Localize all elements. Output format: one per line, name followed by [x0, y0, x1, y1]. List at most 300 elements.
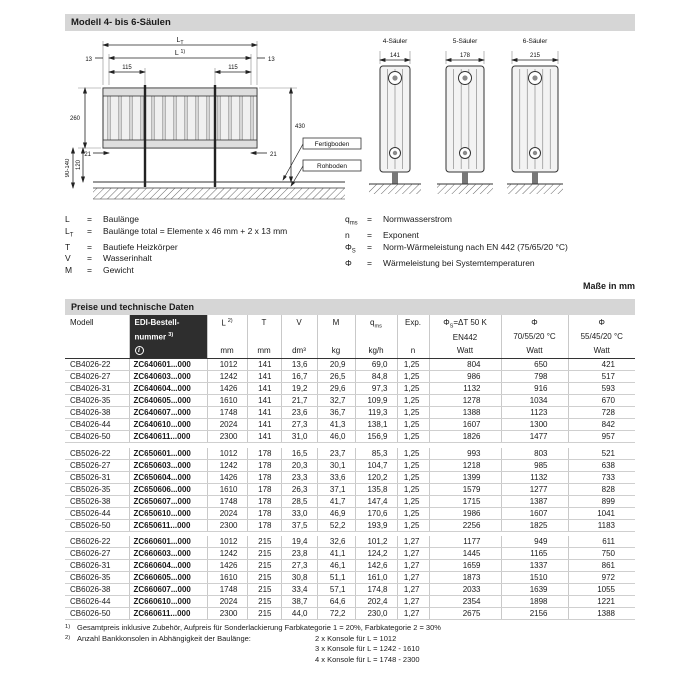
column-header-v: [281, 315, 317, 359]
cell-m: 52,2: [317, 519, 355, 531]
cell-v: 27,3: [281, 560, 317, 572]
cell-v: 26,3: [281, 483, 317, 495]
column-header-edi: [129, 315, 207, 359]
cell-t: 215: [247, 536, 281, 548]
cell-phis: 1986: [429, 507, 501, 519]
cell-exp: 1,25: [397, 495, 429, 507]
section-4-width-dim: 141: [389, 53, 401, 59]
cell-m: 33,6: [317, 471, 355, 483]
legend-row: [65, 265, 345, 277]
cell-m: 30,1: [317, 459, 355, 471]
cell-t: 178: [247, 495, 281, 507]
cell-m: 36,7: [317, 407, 355, 419]
column-header-phis: [429, 315, 501, 359]
section-6-label: 6-Säuler: [522, 38, 548, 45]
cell-phi70: 1123: [501, 407, 568, 419]
column-header-qms: [355, 315, 397, 359]
cell-v: 27,3: [281, 419, 317, 431]
cell-exp: 1,25: [397, 507, 429, 519]
units-note: Maße in mm: [582, 281, 635, 292]
cell-phi55: 957: [568, 431, 635, 443]
dim-lt-label: $L_T$: [176, 37, 184, 46]
cell-edi: ZC650604...000: [129, 471, 207, 483]
cell-exp: 1,25: [397, 471, 429, 483]
dim-430-label: 430: [295, 124, 306, 130]
cell-exp: 1,25: [397, 407, 429, 419]
cell-t: 141: [247, 431, 281, 443]
cell-l: 2300: [207, 608, 247, 620]
legend-symbol: T: [65, 241, 71, 252]
cell-edi: ZC650603...000: [129, 459, 207, 471]
cell-qms: 119,3: [355, 407, 397, 419]
cell-phi70: 1825: [501, 519, 568, 531]
technical-drawing: [65, 36, 635, 208]
cell-qms: 147,4: [355, 495, 397, 507]
cell-m: 41,1: [317, 548, 355, 560]
cell-t: 215: [247, 548, 281, 560]
cell-qms: 69,0: [355, 359, 397, 371]
cell-v: 28,5: [281, 495, 317, 507]
table-row: [65, 483, 635, 495]
cell-phi70: 1337: [501, 560, 568, 572]
cell-m: 64,6: [317, 596, 355, 608]
cell-qms: 156,9: [355, 431, 397, 443]
column-header-line: 70/55/20 °C: [513, 332, 556, 342]
cell-qms: 193,9: [355, 519, 397, 531]
column-header-m: [317, 315, 355, 359]
cell-phis: 2256: [429, 519, 501, 531]
column-header-line: kg: [331, 346, 341, 356]
cell-m: 46,1: [317, 560, 355, 572]
legend-row: [65, 214, 345, 226]
legend-desc: Wasserinhalt: [103, 253, 152, 264]
cell-phis: 1388: [429, 407, 501, 419]
dim-13-left-label: 13: [85, 57, 92, 63]
table-row: [65, 419, 635, 431]
cell-phi55: 899: [568, 495, 635, 507]
legend-desc: Exponent: [383, 230, 419, 241]
legend-row: [345, 258, 635, 270]
cell-edi: ZC650606...000: [129, 483, 207, 495]
rohboden-label: Rohboden: [317, 163, 347, 170]
cell-v: 16,7: [281, 371, 317, 383]
cell-phi55: 1388: [568, 608, 635, 620]
cell-v: 13,6: [281, 359, 317, 371]
cell-modell: CB4026-50: [65, 431, 129, 443]
column-header-l: [207, 315, 247, 359]
column-header-line: $q_{ms}$: [370, 318, 382, 330]
fn1-marker: 1): [65, 624, 71, 631]
cell-phis: 1579: [429, 483, 501, 495]
cell-t: 215: [247, 572, 281, 584]
column-header-line: mm: [220, 346, 234, 356]
cell-exp: 1,25: [397, 459, 429, 471]
cell-t: 141: [247, 419, 281, 431]
cell-t: 141: [247, 383, 281, 395]
cell-qms: 101,2: [355, 536, 397, 548]
table-row: [65, 548, 635, 560]
cell-m: 46,0: [317, 431, 355, 443]
dim-115-left-label: 115: [122, 65, 132, 71]
table-row: [65, 495, 635, 507]
cell-m: 32,7: [317, 395, 355, 407]
cell-v: 23,8: [281, 548, 317, 560]
cell-modell: CB5026-22: [65, 448, 129, 460]
cell-edi: ZC640607...000: [129, 407, 207, 419]
cell-exp: 1,27: [397, 608, 429, 620]
cell-phi55: 421: [568, 359, 635, 371]
cell-qms: 104,7: [355, 459, 397, 471]
cell-t: 178: [247, 483, 281, 495]
fn2-item: 4 x Konsole für L = 1748 - 2300: [315, 654, 420, 664]
cell-exp: 1,25: [397, 448, 429, 460]
floor-labels: [283, 138, 361, 186]
cell-l: 1426: [207, 560, 247, 572]
legend-symbol: V: [65, 253, 71, 264]
cell-phi70: 1034: [501, 395, 568, 407]
cell-phi55: 842: [568, 419, 635, 431]
legend-right: [345, 214, 635, 276]
page-title: Modell 4- bis 6-Säulen: [71, 17, 171, 28]
cell-t: 215: [247, 584, 281, 596]
cell-phi70: 1165: [501, 548, 568, 560]
cell-modell: CB5026-35: [65, 483, 129, 495]
fn2-items: [315, 634, 635, 666]
cell-edi: ZC650610...000: [129, 507, 207, 519]
legend-desc: Baulänge total = Elemente x 46 mm + 2 x 13 mm: [103, 225, 288, 236]
column-header-line: L $^{2)}$: [221, 318, 233, 328]
cell-phis: 986: [429, 371, 501, 383]
table-row: [65, 383, 635, 395]
column-header-line: Φ: [531, 318, 538, 328]
cell-v: 38,7: [281, 596, 317, 608]
legend-equals: =: [87, 225, 92, 236]
cell-phi70: 1607: [501, 507, 568, 519]
cell-phi70: 1510: [501, 572, 568, 584]
legend-symbol: Φ: [345, 257, 352, 268]
cell-m: 46,9: [317, 507, 355, 519]
cell-modell: CB6026-35: [65, 572, 129, 584]
legend-equals: =: [367, 257, 372, 268]
fn2-item: 3 x Konsole für L = 1242 - 1610: [315, 644, 420, 654]
footnote-2: [65, 634, 635, 666]
cell-phi70: 1477: [501, 431, 568, 443]
cell-m: 57,1: [317, 584, 355, 596]
fn2-text: Anzahl Bankkonsolen in Abhängigkeit der Baulänge:: [77, 633, 251, 643]
cell-t: 178: [247, 507, 281, 519]
cell-modell: CB6026-50: [65, 608, 129, 620]
cell-edi: ZC660604...000: [129, 560, 207, 572]
legend-left: [65, 214, 345, 276]
table-row: [65, 519, 635, 531]
radiator-front: [103, 88, 257, 148]
cell-phi55: 517: [568, 371, 635, 383]
cell-phis: 1445: [429, 548, 501, 560]
cell-l: 1426: [207, 471, 247, 483]
cell-modell: CB5026-27: [65, 459, 129, 471]
cell-phi55: 593: [568, 383, 635, 395]
column-header-line: n: [410, 346, 416, 356]
cell-phi70: 803: [501, 448, 568, 460]
cell-t: 178: [247, 448, 281, 460]
cell-phi70: 1639: [501, 584, 568, 596]
cell-phis: 1826: [429, 431, 501, 443]
legend-desc: Norm-Wärmeleistung nach EN 442 (75/65/20 °C): [383, 241, 568, 252]
cell-t: 141: [247, 359, 281, 371]
data-table: [65, 315, 635, 620]
cell-l: 1748: [207, 407, 247, 419]
dim-90-140-label: 90-140: [65, 158, 71, 178]
cell-m: 29,6: [317, 383, 355, 395]
legend-row: [345, 230, 635, 242]
cell-m: 37,1: [317, 483, 355, 495]
cell-phi70: 1277: [501, 483, 568, 495]
cell-modell: CB5026-50: [65, 519, 129, 531]
cell-phi55: 1221: [568, 596, 635, 608]
legend-equals: =: [87, 253, 92, 264]
cell-phi55: 750: [568, 548, 635, 560]
legend-symbol: M: [65, 264, 73, 275]
cell-qms: 85,3: [355, 448, 397, 460]
dim-260-label: 260: [69, 116, 81, 122]
cell-edi: ZC650601...000: [129, 448, 207, 460]
table-row: [65, 572, 635, 584]
cell-qms: 138,1: [355, 419, 397, 431]
cell-phi55: 828: [568, 483, 635, 495]
cell-phis: 1177: [429, 536, 501, 548]
cell-edi: ZC660611...000: [129, 608, 207, 620]
cell-l: 1012: [207, 448, 247, 460]
column-header-line: 55/45/20 °C: [580, 332, 623, 342]
cell-phi70: 2156: [501, 608, 568, 620]
cell-phi55: 1041: [568, 507, 635, 519]
column-header-line: Exp.: [404, 318, 421, 328]
cell-m: 41,3: [317, 419, 355, 431]
table-row: [65, 459, 635, 471]
fn1-text: Gesamtpreis inklusive Zubehör, Aufpreis für Sonderlackierung Farbkategorie 1 = 20%, Farbkategorie 2 = 30%: [77, 623, 441, 633]
cell-phis: 1607: [429, 419, 501, 431]
cell-m: 32,6: [317, 536, 355, 548]
cell-edi: ZC640610...000: [129, 419, 207, 431]
legend-desc: Normwasserstrom: [383, 214, 452, 224]
cell-edi: ZC660607...000: [129, 584, 207, 596]
section-5-width-dim: 178: [459, 53, 471, 59]
table-row: [65, 371, 635, 383]
legend-equals: =: [87, 241, 92, 252]
cell-l: 1012: [207, 359, 247, 371]
cell-edi: ZC660603...000: [129, 548, 207, 560]
cell-v: 19,4: [281, 536, 317, 548]
cell-l: 2024: [207, 507, 247, 519]
cell-phi70: 798: [501, 371, 568, 383]
legend-row: [65, 253, 345, 265]
legend-symbol: $q_{ms}$: [345, 214, 358, 227]
cell-l: 1610: [207, 572, 247, 584]
cell-l: 2024: [207, 596, 247, 608]
dim-13-right-label: 13: [268, 57, 275, 63]
cell-phis: 1278: [429, 395, 501, 407]
legend-row: [345, 214, 635, 230]
dim-21-right-label: 21: [270, 152, 277, 158]
legend-equals: =: [367, 214, 372, 224]
cell-qms: 161,0: [355, 572, 397, 584]
cell-phi55: 638: [568, 459, 635, 471]
footnote-1: [65, 623, 635, 634]
cell-v: 33,0: [281, 507, 317, 519]
cell-modell: CB5026-44: [65, 507, 129, 519]
cell-edi: ZC660605...000: [129, 572, 207, 584]
cell-qms: 174,8: [355, 584, 397, 596]
cell-phi55: 972: [568, 572, 635, 584]
cell-t: 215: [247, 560, 281, 572]
cell-phi70: 916: [501, 383, 568, 395]
cell-edi: ZC640601...000: [129, 359, 207, 371]
table-row: [65, 448, 635, 460]
column-header-line: T: [261, 318, 267, 328]
cell-l: 1610: [207, 483, 247, 495]
cell-l: 2024: [207, 419, 247, 431]
cell-exp: 1,27: [397, 536, 429, 548]
legend-desc: Gewicht: [103, 264, 134, 275]
cell-v: 23,6: [281, 407, 317, 419]
cell-l: 1748: [207, 495, 247, 507]
column-header-line: kg/h: [368, 346, 384, 356]
cell-phi55: 861: [568, 560, 635, 572]
column-header-line: V: [296, 318, 302, 328]
cell-v: 19,2: [281, 383, 317, 395]
floor: [93, 182, 345, 199]
cell-t: 215: [247, 596, 281, 608]
legend-desc: Baulänge: [103, 214, 139, 224]
info-icon: i: [135, 346, 144, 355]
cell-t: 141: [247, 395, 281, 407]
column-header-line: Φ: [598, 318, 605, 328]
cell-v: 23,3: [281, 471, 317, 483]
section-view-6-saeuler: [507, 38, 563, 194]
cell-phis: 1399: [429, 471, 501, 483]
fertigboden-label: Fertigboden: [314, 141, 350, 148]
table-row: [65, 608, 635, 620]
cell-edi: ZC660610...000: [129, 596, 207, 608]
dim-l-label: L $^{1)}$: [174, 49, 186, 57]
page-title-bar: [65, 14, 635, 31]
cell-phis: 993: [429, 448, 501, 460]
cell-qms: 120,2: [355, 471, 397, 483]
dim-120-label: 120: [76, 159, 82, 171]
cell-modell: CB6026-27: [65, 548, 129, 560]
column-header-line: EN442: [452, 333, 478, 343]
cell-phi70: 949: [501, 536, 568, 548]
cell-exp: 1,25: [397, 395, 429, 407]
fn2-item: 2 x Konsole für L = 1012: [315, 633, 397, 643]
cell-m: 72,2: [317, 608, 355, 620]
cell-l: 1748: [207, 584, 247, 596]
cell-phi55: 728: [568, 407, 635, 419]
cell-exp: 1,25: [397, 419, 429, 431]
column-header-line: Watt: [593, 346, 610, 356]
legend-row: [345, 242, 635, 258]
cell-modell: CB5026-38: [65, 495, 129, 507]
section-view-5-saeuler: [437, 38, 493, 194]
cell-phi70: 1898: [501, 596, 568, 608]
cell-m: 23,7: [317, 448, 355, 460]
column-header-line: $\Phi_S=\Delta T$ 50 K: [443, 318, 487, 330]
cell-edi: ZC640603...000: [129, 371, 207, 383]
cell-phi55: 521: [568, 448, 635, 460]
column-header-t: [247, 315, 281, 359]
cell-exp: 1,25: [397, 359, 429, 371]
legend-equals: =: [87, 264, 92, 275]
cell-exp: 1,27: [397, 584, 429, 596]
cell-v: 21,7: [281, 395, 317, 407]
cell-modell: CB4026-38: [65, 407, 129, 419]
fn2-marker: 2): [65, 634, 71, 641]
cell-exp: 1,27: [397, 572, 429, 584]
cell-phi70: 1387: [501, 495, 568, 507]
legend: [65, 214, 635, 276]
column-header-line: Watt: [526, 346, 543, 356]
column-header-phi55: [568, 315, 635, 359]
cell-qms: 97,3: [355, 383, 397, 395]
cell-modell: CB4026-31: [65, 383, 129, 395]
cell-phis: 2675: [429, 608, 501, 620]
legend-desc: Bautiefe Heizkörper: [103, 241, 178, 252]
legend-desc: Wärmeleistung bei Systemtemperaturen: [383, 257, 535, 268]
cell-phi55: 670: [568, 395, 635, 407]
cell-l: 2300: [207, 519, 247, 531]
cell-qms: 124,2: [355, 548, 397, 560]
cell-phis: 2033: [429, 584, 501, 596]
cell-phi55: 1183: [568, 519, 635, 531]
cell-edi: ZC640605...000: [129, 395, 207, 407]
cell-phi55: 1055: [568, 584, 635, 596]
cell-v: 20,3: [281, 459, 317, 471]
cell-l: 2300: [207, 431, 247, 443]
cell-l: 1426: [207, 383, 247, 395]
table-row: [65, 471, 635, 483]
cell-l: 1610: [207, 395, 247, 407]
cell-qms: 202,4: [355, 596, 397, 608]
cell-m: 20,9: [317, 359, 355, 371]
cell-t: 215: [247, 608, 281, 620]
cell-modell: CB6026-31: [65, 560, 129, 572]
column-header-modell: [65, 315, 129, 359]
cell-exp: 1,27: [397, 560, 429, 572]
table-title: Preise und technische Daten: [71, 302, 195, 313]
cell-edi: ZC640611...000: [129, 431, 207, 443]
dim-115-right-label: 115: [228, 65, 238, 71]
cell-v: 44,0: [281, 608, 317, 620]
cell-phi70: 650: [501, 359, 568, 371]
column-header-line: mm: [257, 346, 271, 356]
cell-phis: 1218: [429, 459, 501, 471]
section-6-width-dim: 215: [529, 53, 541, 59]
cell-l: 1012: [207, 536, 247, 548]
column-header-phi70: [501, 315, 568, 359]
cell-modell: CB4026-35: [65, 395, 129, 407]
cell-phi70: 1132: [501, 471, 568, 483]
cell-exp: 1,25: [397, 519, 429, 531]
table-header-row: [65, 315, 635, 359]
cell-modell: CB6026-38: [65, 584, 129, 596]
column-header-line: dm³: [292, 346, 306, 356]
cell-phis: 2354: [429, 596, 501, 608]
cell-m: 26,5: [317, 371, 355, 383]
cell-phi55: 611: [568, 536, 635, 548]
cell-v: 37,5: [281, 519, 317, 531]
legend-equals: =: [367, 241, 372, 252]
cell-qms: 109,9: [355, 395, 397, 407]
